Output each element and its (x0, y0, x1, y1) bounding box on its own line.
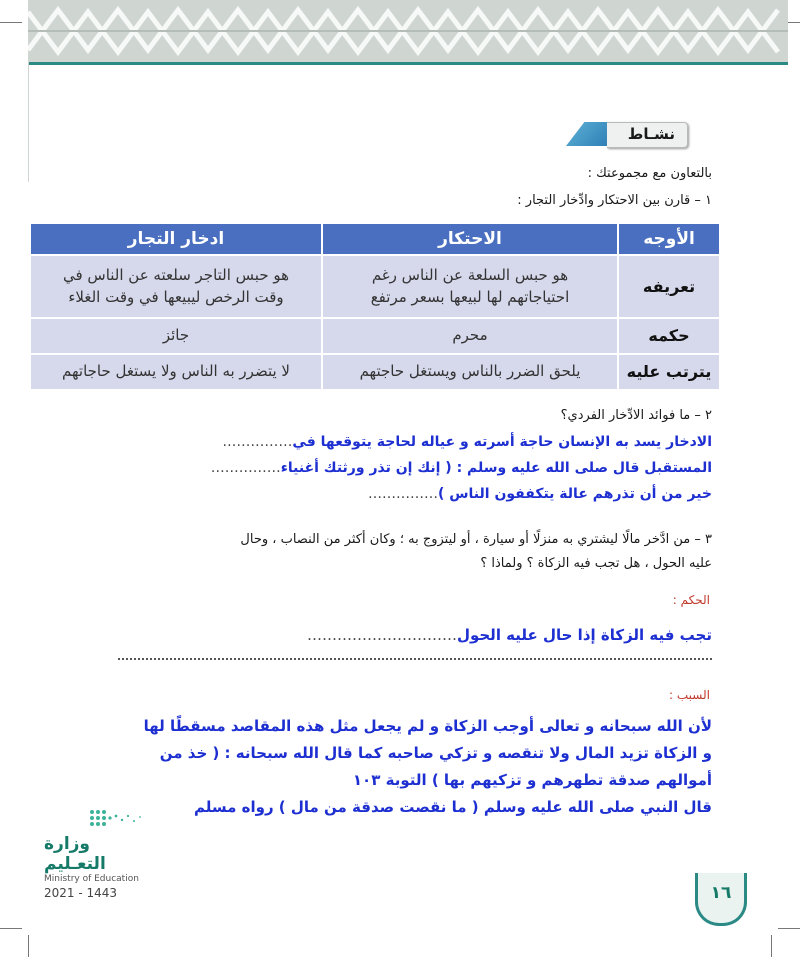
dotted-fill: …………… (367, 486, 438, 502)
row-label: حكمه (618, 318, 720, 354)
activity-wedge (566, 122, 612, 146)
cell-monopoly: يلحق الضرر بالناس ويستغل حاجتهم (322, 354, 618, 390)
cell-monopoly: هو حبس السلعة عن الناس رغم احتياجاتهم لها لبيعها بسعر مرتفع (322, 255, 618, 318)
header-merchant-saving: ادخار التجار (30, 223, 322, 255)
activity-badge (566, 122, 688, 146)
activity-tab (607, 122, 688, 148)
blank-dotted-line (118, 652, 712, 660)
reason-line: و الزكاة تزيد المال ولا تنقصه و تزكي صاحبه كما قال الله سبحانه : ( خذ من (159, 744, 712, 762)
crop-mark (771, 935, 772, 957)
ministry-dots-icon (88, 804, 188, 834)
answer-text: خير من أن تذرهم عالة يتكففون الناس ) (437, 486, 712, 502)
cell-merchant-saving: لا يتضرر به الناس ولا يستغل حاجاتهم (30, 354, 322, 390)
answer-text: المستقبل قال صلى الله عليه وسلم : ( إنك إن تذر ورثتك أغنياء (280, 460, 712, 476)
ministry-english: Ministry of Education (44, 874, 139, 884)
ruling-label: الحكم : (672, 593, 710, 607)
reason-line: أموالهم صدقة تطهرهم و تزكيهم بها ) التوبة ١٠٣ (352, 771, 712, 789)
answer-text: الادخار يسد به الإنسان حاجة أسرته و عياله لحاجة يتوقعها في (292, 434, 712, 450)
reason-line: قال النبي صلى الله عليه وسلم ( ما نقصت صدقة من مال ) رواه مسلم (193, 798, 712, 816)
dotted-fill: …………… (306, 626, 382, 644)
ministry-year: 2021 - 1443 (44, 886, 118, 900)
cell-merchant-saving: جائز (30, 318, 322, 354)
table-header-row (30, 223, 720, 255)
page-number: ١٦ (695, 873, 747, 926)
table-row (30, 354, 720, 390)
header-aspects: الأوجه (618, 223, 720, 255)
dotted-fill: …………… (381, 626, 457, 644)
row-label: تعريفه (618, 255, 720, 318)
cell-monopoly: محرم (322, 318, 618, 354)
table-row (30, 255, 720, 318)
ministry-arabic: وزارة التعـليم (44, 834, 106, 874)
question-3-line: ٣ – من ادَّخر مالًا ليشتري به منزلًا أو سيارة ، أو ليتزوج به ؛ وكان أكثر من النصاب ، وحال (240, 532, 712, 547)
reason-line: لأن الله سبحانه و تعالى أوجب الزكاة و لم يجعل مثل هذه المقاصد مسقطًا لها (143, 717, 712, 735)
answer-2-line (368, 486, 712, 502)
question-3-line: عليه الحول ، هل تجب فيه الزكاة ؟ ولماذا ؟ (480, 556, 712, 571)
question-1: ١ – قارن بين الاحتكار وادِّخار التجار : (517, 193, 712, 208)
dotted-fill: …………… (222, 434, 293, 450)
header-rule (28, 62, 788, 65)
margin-rule (28, 62, 29, 182)
ruling-answer-line (307, 626, 712, 644)
cell-merchant-saving: هو حبس التاجر سلعته عن الناس في وقت الرخص ليبيعها في وقت الغلاء (30, 255, 322, 318)
table-row (30, 318, 720, 354)
comparison-table (29, 222, 721, 391)
answer-2-line (211, 460, 712, 476)
crop-mark (778, 928, 800, 929)
dotted-fill: …………… (210, 460, 281, 476)
question-2: ٢ – ما فوائد الادِّخار الفردي؟ (560, 408, 712, 423)
header-monopoly: الاحتكار (322, 223, 618, 255)
intro-text: بالتعاون مع مجموعتك : (587, 166, 712, 181)
crop-mark (28, 935, 29, 957)
answer-2-line (222, 434, 712, 450)
activity-label: نشـاط (627, 125, 675, 143)
ruling-answer: تجب فيه الزكاة إذا حال عليه الحول (456, 626, 712, 644)
header-pattern (28, 0, 788, 62)
crop-mark (0, 928, 22, 929)
row-label: يترتب عليه (618, 354, 720, 390)
reason-label: السبب : (669, 688, 710, 702)
ministry-logo (44, 804, 154, 900)
crop-mark (0, 22, 22, 23)
